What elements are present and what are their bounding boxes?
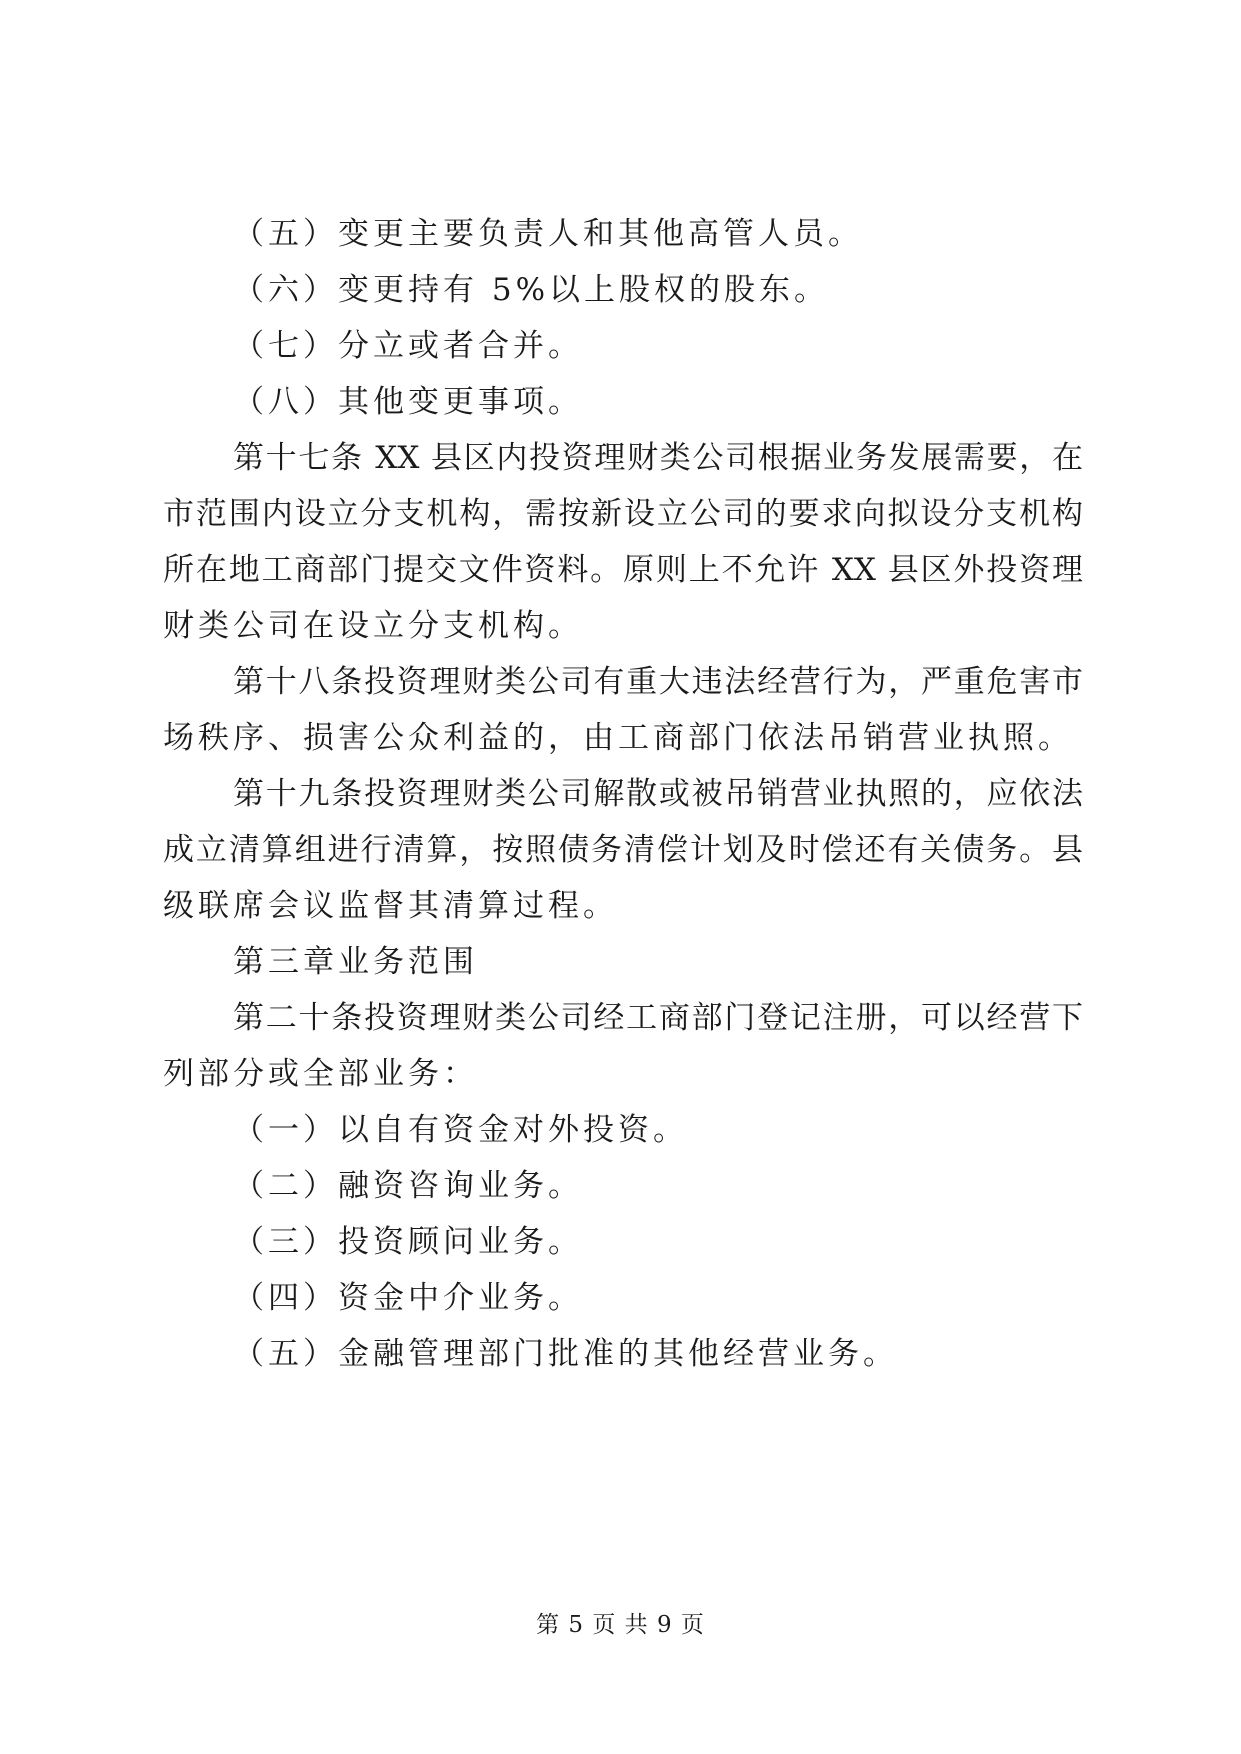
chapter-heading: 第三章业务范围: [233, 944, 478, 980]
text-line: 第十八条投资理财类公司有重大违法经营行为，严重危害市: [233, 664, 1083, 700]
text-line: 第十七条 XX 县区内投资理财类公司根据业务发展需要，在: [233, 440, 1083, 476]
text-line: （八）其他变更事项。: [233, 384, 583, 420]
text-line: 市范围内设立分支机构，需按新设立公司的要求向拟设分支机构: [163, 496, 1083, 532]
text-line: 场秩序、损害公众利益的，由工商部门依法吊销营业执照。: [163, 720, 1073, 756]
list-item: （二）融资咨询业务。: [233, 1168, 583, 1204]
list-item: （五）金融管理部门批准的其他经营业务。: [233, 1336, 898, 1372]
text-line: （五）变更主要负责人和其他高管人员。: [233, 216, 863, 252]
list-item: （四）资金中介业务。: [233, 1280, 583, 1316]
text-line: 级联席会议监督其清算过程。: [163, 888, 618, 924]
list-item: （一）以自有资金对外投资。: [233, 1112, 688, 1148]
text-line: 列部分或全部业务：: [163, 1056, 478, 1092]
text-line: 第十九条投资理财类公司解散或被吊销营业执照的，应依法: [233, 776, 1083, 812]
page-number-footer: 第 5 页 共 9 页: [536, 1612, 705, 1638]
text-line: 第二十条投资理财类公司经工商部门登记注册，可以经营下: [233, 1000, 1083, 1036]
text-line: 成立清算组进行清算，按照债务清偿计划及时偿还有关债务。县: [163, 832, 1083, 868]
text-line: 所在地工商部门提交文件资料。原则上不允许 XX 县区外投资理: [163, 552, 1083, 588]
text-line: 财类公司在设立分支机构。: [163, 608, 583, 644]
text-line: （六）变更持有 5%以上股权的股东。: [233, 272, 830, 308]
list-item: （三）投资顾问业务。: [233, 1224, 583, 1260]
text-line: （七）分立或者合并。: [233, 328, 583, 364]
